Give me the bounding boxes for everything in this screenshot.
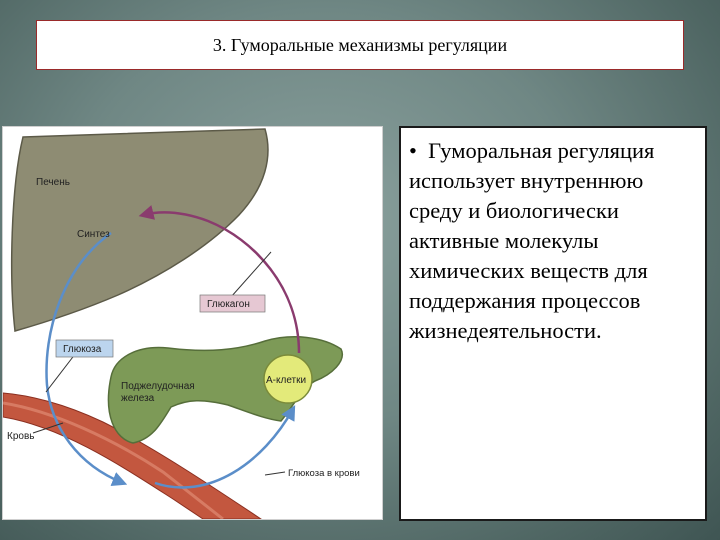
glucose-label: Глюкоза	[63, 344, 102, 355]
bullet-paragraph	[409, 136, 695, 346]
bullet-marker: •	[409, 138, 417, 163]
text-panel	[399, 126, 707, 521]
glucagon-leader	[231, 252, 271, 297]
liver-label: Печень	[36, 177, 70, 188]
blood-glucose-leader	[265, 472, 285, 475]
blood-glucose-label: Глюкоза в крови	[288, 468, 360, 479]
pancreas-label-line2: железа	[121, 393, 155, 404]
pancreas-label-line1: Поджелудочная	[121, 381, 195, 392]
blood-label: Кровь	[7, 431, 35, 442]
title-box	[36, 20, 684, 70]
a-cells-label: А-клетки	[266, 375, 307, 386]
bullet-text: Гуморальная регуляция использует внутреннюю среду и биологически активные молекулы химических веществ для поддержания процессов жизнедеятельности.	[409, 138, 655, 343]
diagram-svg	[3, 127, 382, 519]
glucose-regulation-diagram	[2, 126, 383, 520]
slide-title: 3. Гуморальные механизмы регуляции	[212, 34, 508, 55]
synthesis-label: Синтез	[77, 229, 110, 240]
glucagon-label: Глюкагон	[207, 299, 250, 310]
